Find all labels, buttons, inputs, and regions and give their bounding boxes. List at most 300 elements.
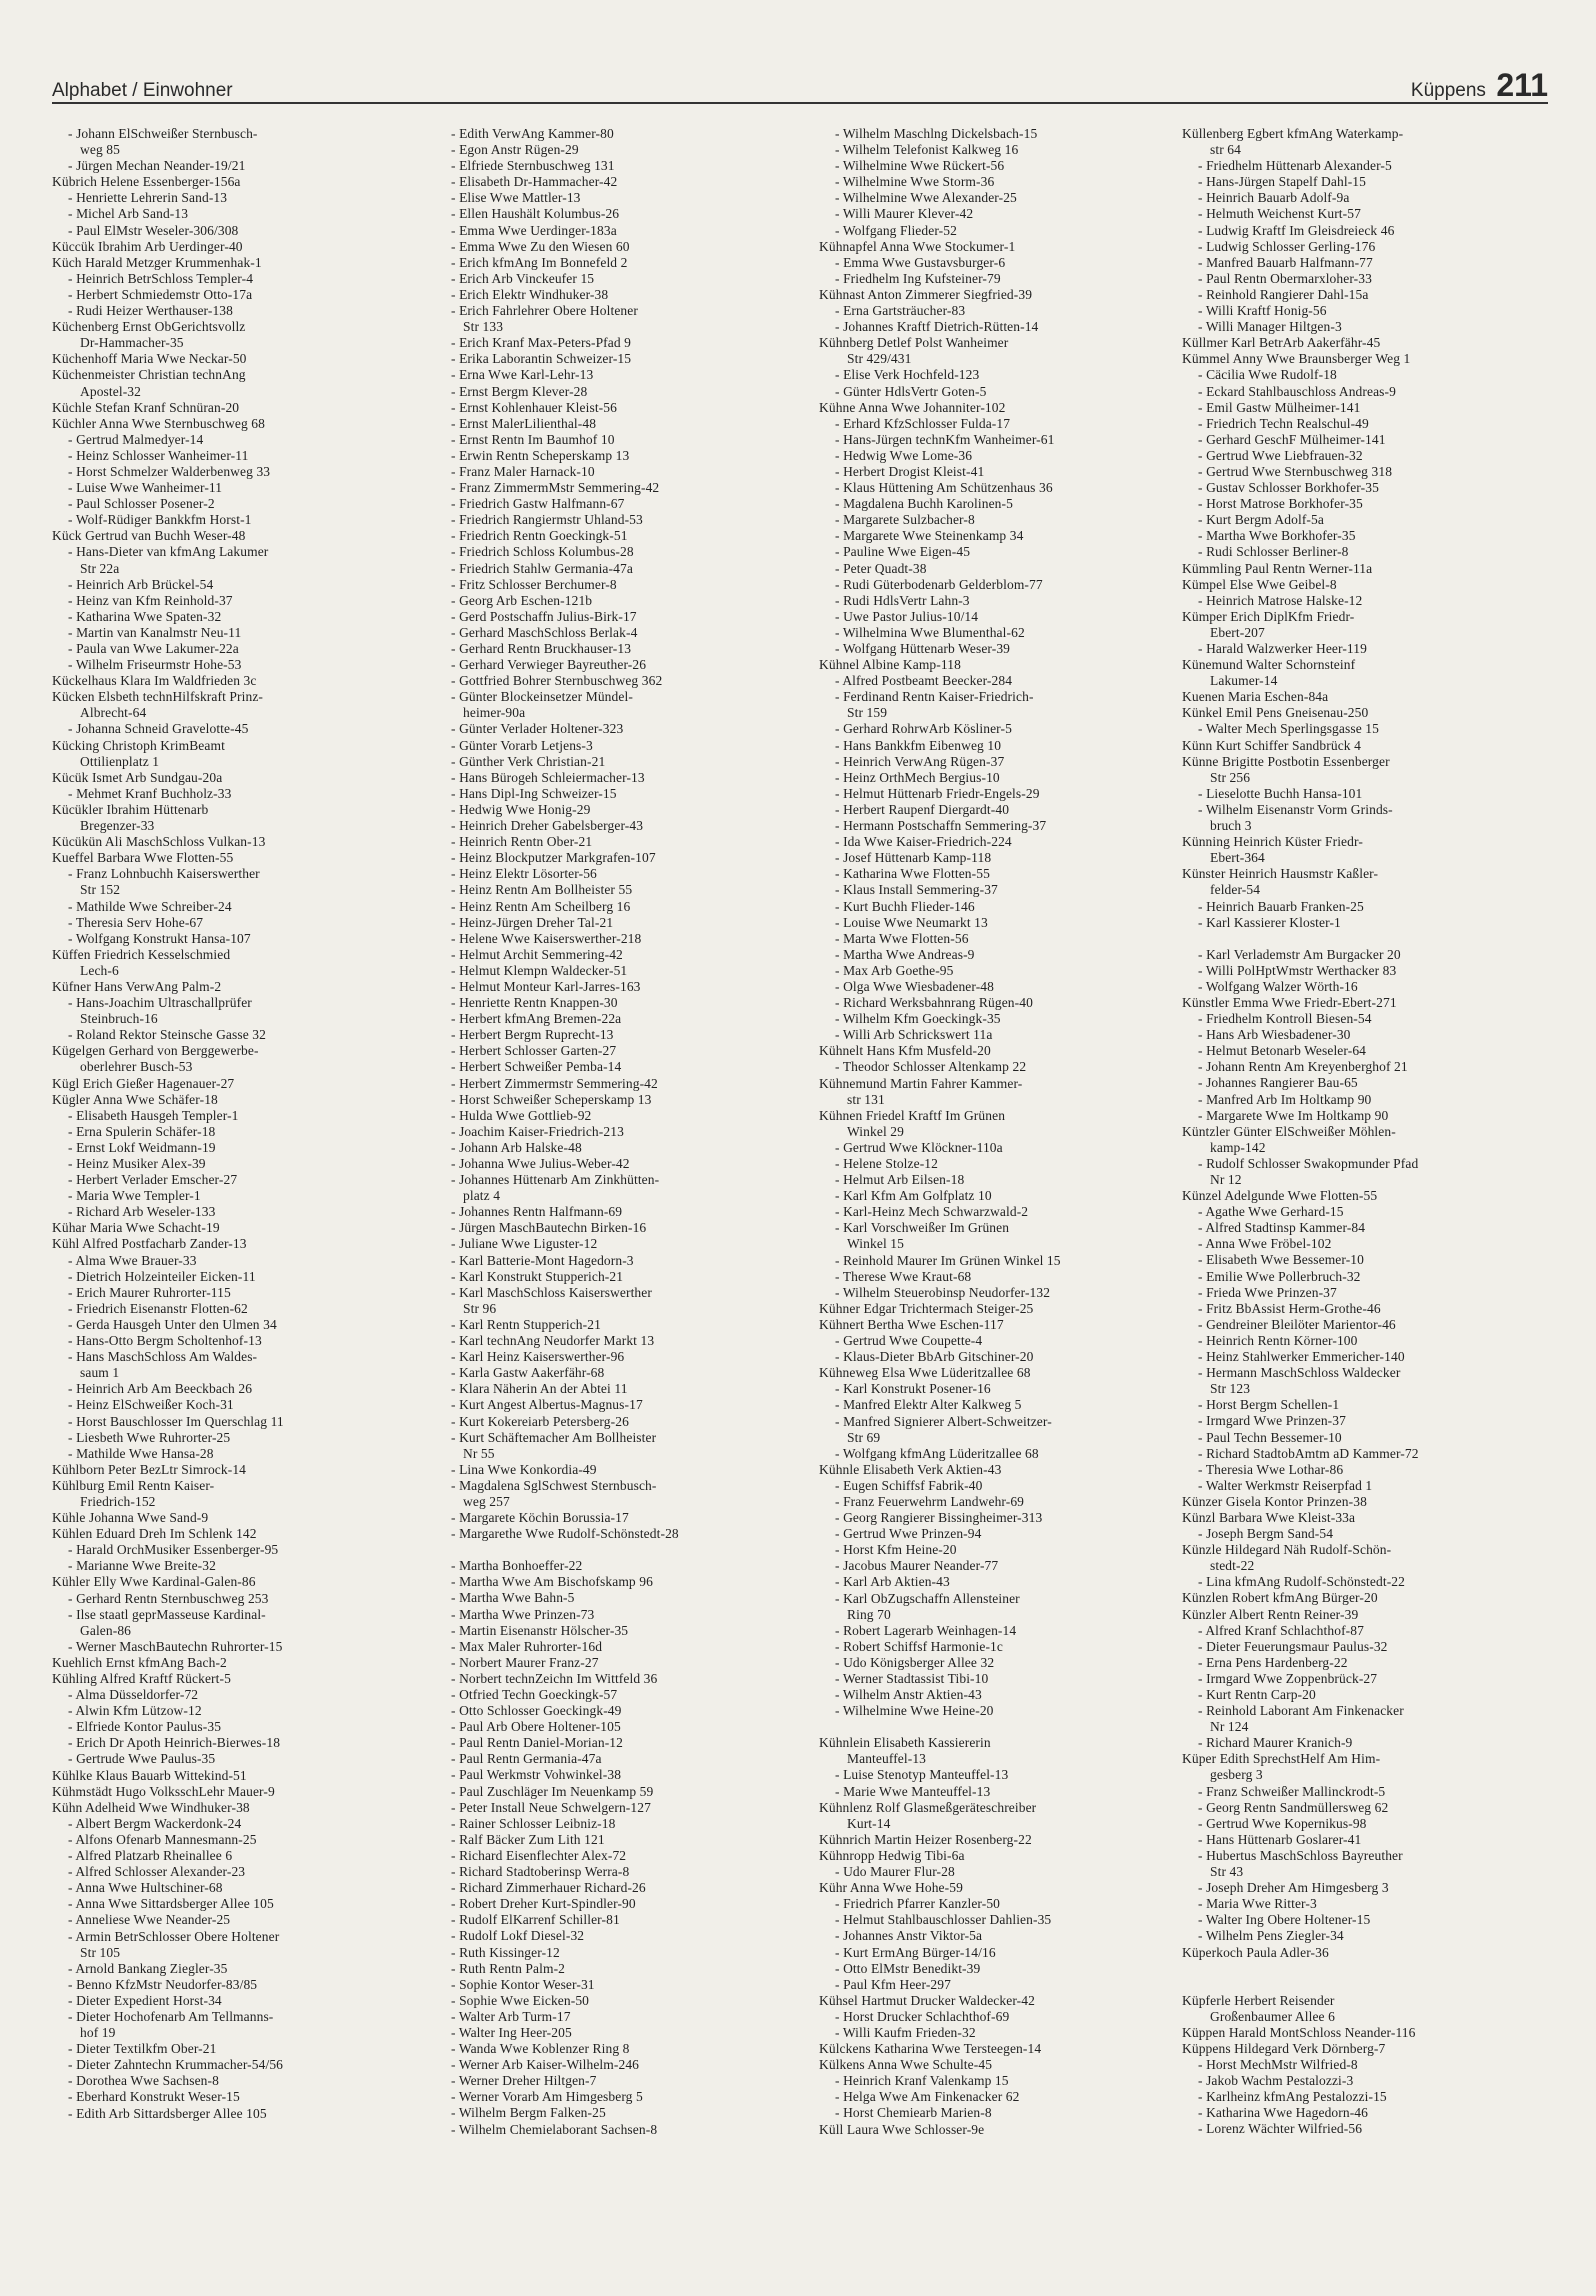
- directory-entry-line: - Karl Rentn Stupperich-21: [451, 1316, 601, 1332]
- directory-entry-line: Küchler Anna Wwe Sternbuschweg 68: [52, 415, 265, 431]
- directory-entry-line: Str 105: [80, 1944, 121, 1960]
- directory-entry-line: Kühnle Elisabeth Verk Aktien-43: [819, 1461, 1002, 1477]
- directory-entry-line: hof 19: [80, 2025, 116, 2041]
- directory-entry-line: Kümmling Paul Rentn Werner-11a: [1182, 560, 1373, 576]
- directory-entry-line: - Heinrich Dreher Gabelsberger-43: [451, 818, 644, 834]
- directory-entry-line: - Hulda Wwe Gottlieb-92: [451, 1107, 592, 1123]
- directory-entry-line: Kücken Elsbeth technHilfskraft Prinz-: [52, 689, 264, 705]
- directory-entry-line: - Alwin Kfm Lützow-12: [68, 1703, 202, 1719]
- directory-entry-line: Ebert-364: [1210, 850, 1265, 866]
- directory-entry-line: - Karl Batterie-Mont Hagedorn-3: [451, 1252, 634, 1268]
- directory-entry-line: - Eckard Stahlbauschloss Andreas-9: [1198, 383, 1396, 399]
- directory-entry-line: - Franz Lohnbuchh Kaiserswerther: [68, 866, 260, 882]
- directory-entry-line: - Magdalena SglSchwest Sternbusch-: [451, 1477, 657, 1493]
- directory-entry-line: - Hermann Postschaffn Semmering-37: [835, 818, 1047, 834]
- directory-entry-line: Kühnemund Martin Fahrer Kammer-: [819, 1075, 1023, 1091]
- directory-entry-line: Kühle Johanna Wwe Sand-9: [52, 1510, 209, 1526]
- directory-entry-line: - Dietrich Holzeinteiler Eicken-11: [68, 1268, 256, 1284]
- directory-entry-line: Küll Laura Wwe Schlosser-9e: [819, 2121, 985, 2137]
- directory-entry-line: - Arnold Bankang Ziegler-35: [68, 1960, 228, 1976]
- directory-entry-line: Künzel Adelgunde Wwe Flotten-55: [1182, 1188, 1378, 1204]
- directory-entry-line: - Erna Wwe Karl-Lehr-13: [451, 367, 594, 383]
- directory-entry-line: - Theodor Schlosser Altenkamp 22: [835, 1059, 1027, 1075]
- directory-entry-line: oberlehrer Busch-53: [80, 1059, 193, 1075]
- directory-entry-line: - Paul Rentn Daniel-Morian-12: [451, 1735, 623, 1751]
- directory-entry-line: - Wilhelmina Wwe Blumenthal-62: [835, 624, 1025, 640]
- directory-entry-line: - Heinrich Bauarb Adolf-9a: [1198, 190, 1350, 206]
- directory-entry-line: Künn Kurt Schiffer Sandbrück 4: [1182, 737, 1361, 753]
- directory-entry-line: - Liesbeth Wwe Ruhrorter-25: [68, 1429, 231, 1445]
- directory-entry-line: - Horst Bauschlosser Im Querschlag 11: [68, 1413, 284, 1429]
- directory-entry-line: Kügler Anna Wwe Schäfer-18: [52, 1091, 218, 1107]
- directory-entry-line: - Alma Düsseldorfer-72: [68, 1687, 199, 1703]
- directory-entry-line: - Louise Wwe Neumarkt 13: [835, 914, 988, 930]
- directory-entry-line: Bregenzer-33: [80, 818, 155, 834]
- directory-entry-line: - Walter Arb Turm-17: [451, 2008, 571, 2024]
- directory-entry-line: - Reinhold Rangierer Dahl-15a: [1198, 286, 1369, 302]
- directory-entry-line: - Heinz Rentn Am Scheilberg 16: [451, 898, 631, 914]
- running-head: [1411, 67, 1548, 104]
- directory-entry-line: - Friedhelm Ing Kufsteiner-79: [835, 270, 1001, 286]
- directory-entry-line: - Richard Zimmerhauer Richard-26: [451, 1880, 646, 1896]
- directory-entry-line: - Hedwig Wwe Lome-36: [835, 447, 973, 463]
- directory-entry-line: - Johann Arb Halske-48: [451, 1139, 582, 1155]
- directory-entry-line: - Anneliese Wwe Neander-25: [68, 1912, 231, 1928]
- directory-entry-line: - Paul Techn Bessemer-10: [1198, 1429, 1342, 1445]
- directory-entry-line: - Roland Rektor Steinsche Gasse 32: [68, 1027, 266, 1043]
- directory-entry-line: Kühnapfel Anna Wwe Stockumer-1: [819, 238, 1016, 254]
- directory-entry-line: Küper Edith SprechstHelf Am Him-: [1182, 1751, 1381, 1767]
- directory-entry-line: - Werner Arb Kaiser-Wilhelm-246: [451, 2057, 640, 2073]
- directory-entry-line: Kücking Christoph KrimBeamt: [52, 737, 225, 753]
- directory-entry-line: Str 152: [80, 882, 121, 898]
- directory-entry-line: [1182, 931, 1542, 947]
- directory-entry-line: gesberg 3: [1210, 1767, 1263, 1783]
- directory-entry-line: - Karl MaschSchloss Kaiserswerther: [451, 1284, 652, 1300]
- directory-entry-line: - Franz Feuerwehrm Landwehr-69: [835, 1493, 1025, 1509]
- directory-entry-line: bruch 3: [1210, 818, 1252, 834]
- directory-entry-line: - Friedrich Gastw Halfmann-67: [451, 496, 625, 512]
- directory-entry-line: - Heinz Blockputzer Markgrafen-107: [451, 850, 656, 866]
- directory-entry-line: kamp-142: [1210, 1139, 1266, 1155]
- directory-entry-line: - Heinrich Arb Brückel-54: [68, 576, 214, 592]
- directory-entry-line: - Hans Bankkfm Eibenweg 10: [835, 737, 1002, 753]
- directory-entry-line: - Udo Maurer Flur-28: [835, 1864, 955, 1880]
- directory-entry-line: - Wilhelm Chemielaborant Sachsen-8: [451, 2121, 658, 2137]
- directory-entry-line: - Karl ObZugschaffn Allensteiner: [835, 1590, 1020, 1606]
- directory-entry-line: Str 96: [463, 1300, 497, 1316]
- directory-entry-line: - Gertrud Wwe Liebfrauen-32: [1198, 447, 1363, 463]
- directory-entry-line: - Günter Vorarb Letjens-3: [451, 737, 593, 753]
- directory-column-4: [1182, 126, 1542, 2137]
- directory-entry-line: - Olga Wwe Wiesbadener-48: [835, 978, 995, 994]
- directory-entry-line: - Hans-Dieter van kfmAng Lakumer: [68, 544, 269, 560]
- directory-entry-line: - Erhard KfzSchlosser Fulda-17: [835, 415, 1011, 431]
- directory-entry-line: - Katharina Wwe Hagedorn-46: [1198, 2105, 1369, 2121]
- directory-entry-line: Kücük Ismet Arb Sundgau-20a: [52, 769, 223, 785]
- directory-entry-line: - Paul Werkmstr Vohwinkel-38: [451, 1767, 622, 1783]
- directory-entry-line: - Kurt Schäftemacher Am Bollheister: [451, 1429, 657, 1445]
- directory-entry-line: - Erna Pens Hardenberg-22: [1198, 1654, 1348, 1670]
- directory-entry-line: - Jacobus Maurer Neander-77: [835, 1558, 999, 1574]
- directory-entry-line: - Horst Chemiearb Marien-8: [835, 2105, 992, 2121]
- directory-entry-line: Küchenhoff Maria Wwe Neckar-50: [52, 351, 247, 367]
- directory-entry-line: - Gustav Schlosser Borkhofer-35: [1198, 480, 1379, 496]
- directory-entry-line: - Herbert kfmAng Bremen-22a: [451, 1011, 622, 1027]
- directory-entry-line: Str 123: [1210, 1381, 1251, 1397]
- directory-entry-line: - Joseph Bergm Sand-54: [1198, 1526, 1334, 1542]
- directory-entry-line: - Karl Kfm Am Golfplatz 10: [835, 1188, 992, 1204]
- directory-entry-line: - Martha Bonhoeffer-22: [451, 1558, 583, 1574]
- header-rule: [52, 102, 1548, 104]
- directory-entry-line: - Margarethe Wwe Rudolf-Schönstedt-28: [451, 1526, 679, 1542]
- directory-entry-line: - Klaus Hüttening Am Schützenhaus 36: [835, 480, 1053, 496]
- directory-entry-line: Küppens Hildegard Verk Dörnberg-7: [1182, 2040, 1386, 2056]
- directory-entry-line: Kück Gertrud van Buchh Weser-48: [52, 528, 246, 544]
- directory-entry-line: - Manfred Arb Im Holtkamp 90: [1198, 1091, 1372, 1107]
- directory-entry-line: - Richard Maurer Kranich-9: [1198, 1735, 1353, 1751]
- directory-entry-line: - Josef Hüttenarb Kamp-118: [835, 850, 992, 866]
- directory-entry-line: - Edith VerwAng Kammer-80: [451, 126, 614, 141]
- directory-entry-line: - Johanna Wwe Julius-Weber-42: [451, 1156, 630, 1171]
- directory-entry-line: - Helmut Hüttenarb Friedr-Engels-29: [835, 785, 1040, 801]
- directory-entry-line: Külckens Katharina Wwe Tersteegen-14: [819, 2041, 1042, 2057]
- directory-entry-line: Kühnen Friedel Kraftf Im Grünen: [819, 1107, 1006, 1123]
- directory-entry-line: - Wilhelmine Wwe Rückert-56: [835, 158, 1005, 174]
- directory-entry-line: Küfner Hans VerwAng Palm-2: [52, 978, 222, 994]
- directory-entry-line: - Helmuth Weichenst Kurt-57: [1198, 206, 1361, 222]
- directory-entry-line: Kühneweg Elsa Wwe Lüderitzallee 68: [819, 1365, 1031, 1381]
- directory-entry-line: - Frieda Wwe Prinzen-37: [1198, 1284, 1337, 1300]
- directory-entry-line: - Georg Rangierer Bissingheimer-313: [835, 1510, 1043, 1526]
- directory-entry-line: - Hans-Jürgen technKfm Wanheimer-61: [835, 431, 1055, 447]
- directory-entry-line: - Friedrich Eisenanstr Flotten-62: [68, 1300, 248, 1316]
- directory-entry-line: - Hans Arb Wiesbadener-30: [1198, 1027, 1351, 1043]
- directory-entry-line: Kücükün Ali MaschSchloss Vulkan-13: [52, 834, 266, 850]
- directory-entry-line: - Herbert Schlosser Garten-27: [451, 1043, 617, 1059]
- directory-entry-line: - Richard Arb Weseler-133: [68, 1204, 216, 1220]
- directory-entry-line: - Kurt Rentn Carp-20: [1198, 1687, 1316, 1702]
- directory-entry-line: - Hans MaschSchloss Am Waldes-: [68, 1349, 258, 1365]
- directory-entry-line: Küchenberg Ernst ObGerichtsvollz: [52, 319, 246, 335]
- directory-entry-line: - Horst MechMstr Wilfried-8: [1198, 2056, 1358, 2072]
- directory-entry-line: - Ernst Rentn Im Baumhof 10: [451, 431, 615, 447]
- directory-entry-line: - Friedrich Pfarrer Kanzler-50: [835, 1896, 1001, 1912]
- directory-entry-line: Ring 70: [847, 1606, 891, 1622]
- directory-entry-line: - Klaus Install Semmering-37: [835, 882, 998, 898]
- directory-entry-line: Künkel Emil Pens Gneisenau-250: [1182, 705, 1369, 721]
- directory-entry-line: - Ralf Bäcker Zum Lith 121: [451, 1831, 605, 1847]
- directory-entry-line: - Günther Verk Christian-21: [451, 753, 606, 769]
- directory-entry-line: - Heinz Stahlwerker Emmericher-140: [1198, 1349, 1405, 1365]
- directory-entry-line: Künster Heinrich Hausmstr Kaßler-: [1182, 866, 1379, 882]
- directory-entry-line: - Friedrich Rangiermstr Uhland-53: [451, 512, 643, 528]
- directory-entry-line: - Martha Wwe Bahn-5: [451, 1590, 575, 1606]
- directory-entry-line: - Mathilde Wwe Hansa-28: [68, 1445, 214, 1461]
- directory-entry-line: - Heinz van Kfm Reinhold-37: [68, 592, 233, 608]
- directory-entry-line: - Wilhelmine Wwe Alexander-25: [835, 190, 1017, 206]
- directory-entry-line: - Heinrich Arb Am Beeckbach 26: [68, 1381, 253, 1397]
- directory-entry-line: Kühnrich Martin Heizer Rosenberg-22: [819, 1831, 1032, 1847]
- directory-entry-line: - Günter Blockeinsetzer Mündel-: [451, 689, 633, 705]
- directory-entry-line: - Heinz Musiker Alex-39: [68, 1156, 206, 1171]
- directory-entry-line: Winkel 29: [847, 1123, 904, 1139]
- directory-entry-line: - Karl Konstrukt Posener-16: [835, 1381, 991, 1397]
- directory-entry-line: - Horst Schmelzer Walderbenweg 33: [68, 463, 271, 479]
- directory-entry-line: Kübrich Helene Essenberger-156a: [52, 174, 241, 190]
- directory-entry-line: - Lina kfmAng Rudolf-Schönstedt-22: [1198, 1574, 1405, 1590]
- directory-entry-line: - Friedhelm Hüttenarb Alexander-5: [1198, 158, 1392, 174]
- directory-entry-line: - Otfried Techn Goeckingk-57: [451, 1687, 618, 1702]
- directory-entry-line: - Heinrich Matrose Halske-12: [1198, 592, 1363, 608]
- directory-entry-line: - Armin BetrSchlosser Obere Holtener: [68, 1928, 280, 1944]
- directory-entry-line: Küffen Friedrich Kesselschmied: [52, 946, 231, 962]
- directory-entry-line: - Marianne Wwe Breite-32: [68, 1558, 216, 1574]
- directory-entry-line: Küllmer Karl BetrArb Aakerfähr-45: [1182, 335, 1381, 351]
- directory-entry-line: - Gerd Postschaffn Julius-Birk-17: [451, 608, 637, 624]
- directory-entry-line: - Magdalena Buchh Karolinen-5: [835, 496, 1013, 512]
- directory-entry-line: - Katharina Wwe Spaten-32: [68, 608, 222, 624]
- directory-entry-line: - Willi Kraftf Honig-56: [1198, 303, 1327, 319]
- directory-columns: [52, 126, 1548, 2276]
- directory-entry-line: - Johannes Rentn Halfmann-69: [451, 1204, 623, 1220]
- directory-entry-line: - Ernst MalerLilienthal-48: [451, 415, 597, 431]
- directory-entry-line: Künne Brigitte Postbotin Essenberger: [1182, 753, 1390, 769]
- directory-entry-line: platz 4: [463, 1188, 501, 1204]
- directory-entry-line: - Wilhelm Telefonist Kalkweg 16: [835, 142, 1019, 158]
- directory-entry-line: - Horst Schweißer Scheperskamp 13: [451, 1091, 652, 1107]
- directory-entry-line: Dr-Hammacher-35: [80, 335, 184, 351]
- directory-entry-line: - Irmgard Wwe Prinzen-37: [1198, 1413, 1346, 1429]
- directory-entry-line: - Wolfgang kfmAng Lüderitzallee 68: [835, 1445, 1039, 1461]
- directory-entry-line: - Elisabeth Wwe Bessemer-10: [1198, 1252, 1365, 1268]
- directory-entry-line: [1182, 1961, 1542, 1977]
- directory-entry-line: - Lina Wwe Konkordia-49: [451, 1461, 597, 1477]
- directory-entry-line: - Franz ZimmermMstr Semmering-42: [451, 480, 660, 496]
- directory-entry-line: Kueffel Barbara Wwe Flotten-55: [52, 850, 234, 866]
- directory-entry-line: - Helga Wwe Am Finkenacker 62: [835, 2089, 1020, 2105]
- directory-entry-line: - Gerhard GeschF Mülheimer-141: [1198, 431, 1386, 447]
- directory-entry-line: - Gendreiner Bleilöter Marientor-46: [1198, 1316, 1396, 1332]
- directory-entry-line: - Rainer Schlosser Leibniz-18: [451, 1815, 616, 1831]
- directory-entry-line: [819, 1719, 1179, 1735]
- directory-entry-line: - Heinrich Bauarb Franken-25: [1198, 898, 1364, 914]
- directory-entry-line: Kühlke Klaus Bauarb Wittekind-51: [52, 1767, 247, 1783]
- directory-entry-line: - Lorenz Wächter Wilfried-56: [1198, 2121, 1363, 2137]
- directory-entry-line: - Kurt Angest Albertus-Magnus-17: [451, 1397, 643, 1413]
- directory-entry-line: felder-54: [1210, 882, 1261, 898]
- directory-entry-line: Kühlburg Emil Rentn Kaiser-: [52, 1477, 215, 1493]
- directory-entry-line: - Paul Schlosser Posener-2: [68, 496, 215, 512]
- directory-entry-line: - Rudi Heizer Werthauser-138: [68, 303, 234, 319]
- directory-entry-line: - Günter HdlsVertr Goten-5: [835, 383, 987, 399]
- directory-entry-line: - Wilhelm Maschlng Dickelsbach-15: [835, 126, 1038, 141]
- directory-entry-line: - Pauline Wwe Eigen-45: [835, 544, 971, 560]
- directory-entry-line: - Martin van Kanalmstr Neu-11: [68, 624, 242, 640]
- directory-entry-line: - Anna Wwe Fröbel-102: [1198, 1236, 1332, 1252]
- directory-entry-line: Künzer Gisela Kontor Prinzen-38: [1182, 1493, 1367, 1509]
- directory-entry-line: - Harald Walzwerker Heer-119: [1198, 641, 1367, 656]
- directory-entry-line: - Dieter Feuerungsmaur Paulus-32: [1198, 1638, 1388, 1654]
- directory-entry-line: - Johannes Rangierer Bau-65: [1198, 1075, 1358, 1091]
- directory-entry-line: - Rudolf Lokf Diesel-32: [451, 1928, 585, 1944]
- directory-entry-line: - Eberhard Konstrukt Weser-15: [68, 2089, 240, 2105]
- directory-entry-line: - Erna Spulerin Schäfer-18: [68, 1123, 216, 1139]
- directory-entry-line: - Wolfgang Hüttenarb Weser-39: [835, 641, 1011, 656]
- directory-entry-line: Künzlen Robert kfmAng Bürger-20: [1182, 1590, 1378, 1606]
- directory-entry-line: - Helene Stolze-12: [835, 1156, 939, 1171]
- directory-entry-line: - Elise Wwe Mattler-13: [451, 190, 581, 206]
- directory-entry-line: - Jürgen MaschBautechn Birken-16: [451, 1220, 647, 1236]
- directory-entry-line: Kühr Anna Wwe Hohe-59: [819, 1880, 963, 1896]
- directory-entry-line: - Luise Wwe Wanheimer-11: [68, 480, 223, 496]
- directory-entry-line: - Horst Bergm Schellen-1: [1198, 1397, 1340, 1413]
- directory-entry-line: - Willi Manager Hiltgen-3: [1198, 319, 1342, 335]
- directory-entry-line: - Walter Ing Obere Holtener-15: [1198, 1912, 1371, 1928]
- directory-entry-line: Str 43: [1210, 1864, 1244, 1880]
- directory-entry-line: - Jürgen Mechan Neander-19/21: [68, 158, 246, 174]
- directory-entry-line: Str 429/431: [847, 351, 912, 367]
- directory-entry-line: Lakumer-14: [1210, 673, 1278, 689]
- directory-entry-line: - Willi PolHptWmstr Werthacker 83: [1198, 962, 1397, 978]
- directory-entry-line: - Otto ElMstr Benedikt-39: [835, 1960, 981, 1976]
- directory-entry-line: - Heinrich Rentn Körner-100: [1198, 1332, 1358, 1348]
- directory-entry-line: - Erich Elektr Windhuker-38: [451, 286, 609, 302]
- directory-entry-line: Küppen Harald MontSchloss Neander-116: [1182, 2024, 1416, 2040]
- directory-entry-line: - Marta Wwe Flotten-56: [835, 930, 969, 946]
- directory-entry-line: [1182, 1977, 1542, 1993]
- directory-entry-line: - Gertrude Wwe Paulus-35: [68, 1751, 216, 1767]
- directory-entry-line: Kühsel Hartmut Drucker Waldecker-42: [819, 1992, 1035, 2008]
- directory-entry-line: - Margarete Wwe Im Holtkamp 90: [1198, 1107, 1389, 1123]
- directory-entry-line: Kühler Elly Wwe Kardinal-Galen-86: [52, 1574, 256, 1590]
- directory-entry-line: - Gertrud Wwe Coupette-4: [835, 1333, 983, 1349]
- directory-entry-line: - Robert Lagerarb Weinhagen-14: [835, 1622, 1017, 1638]
- directory-entry-line: - Herbert Schweißer Pemba-14: [451, 1059, 622, 1075]
- directory-entry-line: - Hans Dipl-Ing Schweizer-15: [451, 785, 617, 801]
- directory-entry-line: - Karl technAng Neudorfer Markt 13: [451, 1333, 655, 1349]
- directory-entry-line: - Ruth Rentn Palm-2: [451, 1960, 566, 1976]
- directory-entry-line: Galen-86: [80, 1622, 132, 1638]
- directory-entry-line: - Johannes Hüttenarb Am Zinkhütten-: [451, 1172, 660, 1188]
- directory-entry-line: - Peter Install Neue Schwelgern-127: [451, 1799, 651, 1815]
- directory-entry-line: - Benno KfzMstr Neudorfer-83/85: [68, 1976, 258, 1992]
- directory-entry-line: - Johann Rentn Am Kreyenberghof 21: [1198, 1059, 1408, 1075]
- directory-entry-line: - Helmut Arb Eilsen-18: [835, 1172, 965, 1188]
- directory-entry-line: - Dorothea Wwe Sachsen-8: [68, 2073, 219, 2089]
- directory-entry-line: - Hermann MaschSchloss Waldecker: [1198, 1365, 1401, 1381]
- directory-entry-line: [435, 1542, 795, 1558]
- directory-entry-line: Künemund Walter Schornsteinf: [1182, 657, 1356, 673]
- directory-entry-line: - Dieter Hochofenarb Am Tellmanns-: [68, 2008, 274, 2024]
- directory-column-2: [435, 126, 795, 2138]
- directory-entry-line: Kücükler Ibrahim Hüttenarb: [52, 801, 209, 817]
- directory-entry-line: - Martha Wwe Am Bischofskamp 96: [451, 1574, 653, 1590]
- directory-entry-line: Apostel-32: [80, 383, 141, 399]
- directory-entry-line: - Anna Wwe Sittardsberger Allee 105: [68, 1896, 274, 1912]
- directory-entry-line: - Alfred Postbeamt Beecker-284: [835, 673, 1013, 689]
- directory-entry-line: Nr 12: [1210, 1172, 1242, 1187]
- directory-entry-line: Küperkoch Paula Adler-36: [1182, 1944, 1329, 1960]
- directory-entry-line: - Uwe Pastor Julius-10/14: [835, 608, 979, 624]
- directory-entry-line: - Heinrich Kranf Valenkamp 15: [835, 2073, 1009, 2089]
- directory-entry-line: - Alfred Schlosser Alexander-23: [68, 1864, 246, 1880]
- directory-entry-line: - Max Maler Ruhrorter-16d: [451, 1638, 603, 1654]
- directory-entry-line: - Marie Wwe Manteuffel-13: [835, 1783, 991, 1799]
- directory-entry-line: Küchle Stefan Kranf Schnüran-20: [52, 399, 240, 415]
- directory-entry-line: Ottilienplatz 1: [80, 753, 160, 769]
- directory-entry-line: - Rudolf Schlosser Swakopmunder Pfad: [1198, 1155, 1419, 1171]
- directory-entry-line: - Norbert Maurer Franz-27: [451, 1654, 599, 1670]
- directory-column-1: [52, 126, 412, 2122]
- page-number: 211: [1496, 67, 1548, 103]
- directory-entry-line: - Helmut Monteur Karl-Jarres-163: [451, 978, 641, 994]
- directory-entry-line: - Erna Gartsträucher-83: [835, 303, 966, 319]
- directory-entry-line: - Sophie Wwe Eicken-50: [451, 1992, 590, 2008]
- directory-entry-line: - Rudi Güterbodenarb Gelderblom-77: [835, 576, 1043, 592]
- directory-entry-line: - Albert Bergm Wackerdonk-24: [68, 1815, 242, 1831]
- directory-entry-line: - Willi Arb Schrickswert 11a: [835, 1027, 993, 1043]
- directory-entry-line: Kühl Alfred Postfacharb Zander-13: [52, 1236, 247, 1252]
- directory-entry-line: - Gerhard MaschSchloss Berlak-4: [451, 624, 638, 640]
- directory-entry-line: - Theresia Serv Hohe-67: [68, 914, 204, 930]
- directory-entry-line: - Willi Kaufm Frieden-32: [835, 2024, 976, 2040]
- directory-entry-line: - Gertrud Wwe Kopernikus-98: [1198, 1815, 1367, 1831]
- directory-entry-line: - Gertrud Wwe Sternbuschweg 318: [1198, 463, 1393, 479]
- directory-entry-line: - Werner Vorarb Am Himgesberg 5: [451, 2089, 643, 2105]
- directory-entry-line: - Gerhard Rentn Sternbuschweg 253: [68, 1590, 269, 1606]
- directory-entry-line: Kühnropp Hedwig Tibi-6a: [819, 1847, 965, 1863]
- directory-entry-line: - Heinrich VerwAng Rügen-37: [835, 753, 1005, 769]
- directory-entry-line: - Hubertus MaschSchloss Bayreuther: [1198, 1847, 1403, 1863]
- directory-entry-line: stedt-22: [1210, 1558, 1255, 1574]
- directory-entry-line: - Emilie Wwe Pollerbruch-32: [1198, 1268, 1361, 1284]
- directory-entry-line: saum 1: [80, 1365, 120, 1381]
- directory-entry-line: - Wilhelm Pens Ziegler-34: [1198, 1928, 1344, 1944]
- directory-entry-line: - Erich Arb Vinckeufer 15: [451, 270, 595, 286]
- directory-entry-line: - Udo Königsberger Allee 32: [835, 1654, 995, 1670]
- directory-entry-line: - Ludwig Schlosser Gerling-176: [1198, 238, 1376, 254]
- directory-entry-line: - Wilhelmine Wwe Heine-20: [835, 1703, 994, 1719]
- directory-entry-line: - Friedrich Rentn Goeckingk-51: [451, 528, 628, 544]
- directory-entry-line: - Helmut Klempn Waldecker-51: [451, 962, 628, 978]
- directory-entry-line: - Ludwig Kraftf Im Gleisdreieck 46: [1198, 222, 1395, 238]
- directory-entry-line: Kühnlenz Rolf Glasmeßgeräteschreiber: [819, 1799, 1037, 1815]
- directory-entry-line: - Walter Ing Heer-205: [451, 2024, 572, 2040]
- directory-entry-line: - Emma Wwe Uerdinger-183a: [451, 222, 617, 238]
- directory-entry-line: - Hans-Otto Bergm Scholtenhof-13: [68, 1333, 262, 1349]
- directory-entry-line: Künzler Albert Rentn Reiner-39: [1182, 1606, 1359, 1622]
- directory-entry-line: - Gerda Hausgeh Unter den Ulmen 34: [68, 1316, 277, 1332]
- directory-entry-line: Kümpel Else Wwe Geibel-8: [1182, 576, 1337, 592]
- directory-entry-line: - Rudi Schlosser Berliner-8: [1198, 544, 1349, 560]
- directory-entry-line: - Karl Vorschweißer Im Grünen: [835, 1220, 1010, 1236]
- directory-entry-line: heimer-90a: [463, 705, 526, 721]
- directory-entry-line: - Rudolf ElKarrenf Schiller-81: [451, 1912, 620, 1928]
- directory-entry-line: - Richard Stadtoberinsp Werra-8: [451, 1864, 630, 1880]
- directory-entry-line: - Wolfgang Konstrukt Hansa-107: [68, 930, 251, 946]
- directory-entry-line: Kühnberg Detlef Polst Wanheimer: [819, 335, 1009, 351]
- directory-entry-line: - Johanna Schneid Gravelotte-45: [68, 721, 249, 737]
- directory-entry-line: - Günter Verlader Holtener-323: [451, 721, 624, 737]
- directory-entry-line: - Franz Schweißer Mallinckrodt-5: [1198, 1783, 1386, 1799]
- directory-entry-line: - Robert Schiffsf Harmonie-1c: [835, 1638, 1003, 1654]
- section-title: Alphabet / Einwohner: [52, 80, 233, 101]
- directory-entry-line: - Martha Wwe Borkhofer-35: [1198, 528, 1356, 544]
- directory-entry-line: - Richard StadtobAmtm aD Kammer-72: [1198, 1445, 1419, 1461]
- directory-entry-line: Albrecht-64: [80, 705, 147, 721]
- directory-entry-line: - Paul ElMstr Weseler-306/308: [68, 222, 239, 238]
